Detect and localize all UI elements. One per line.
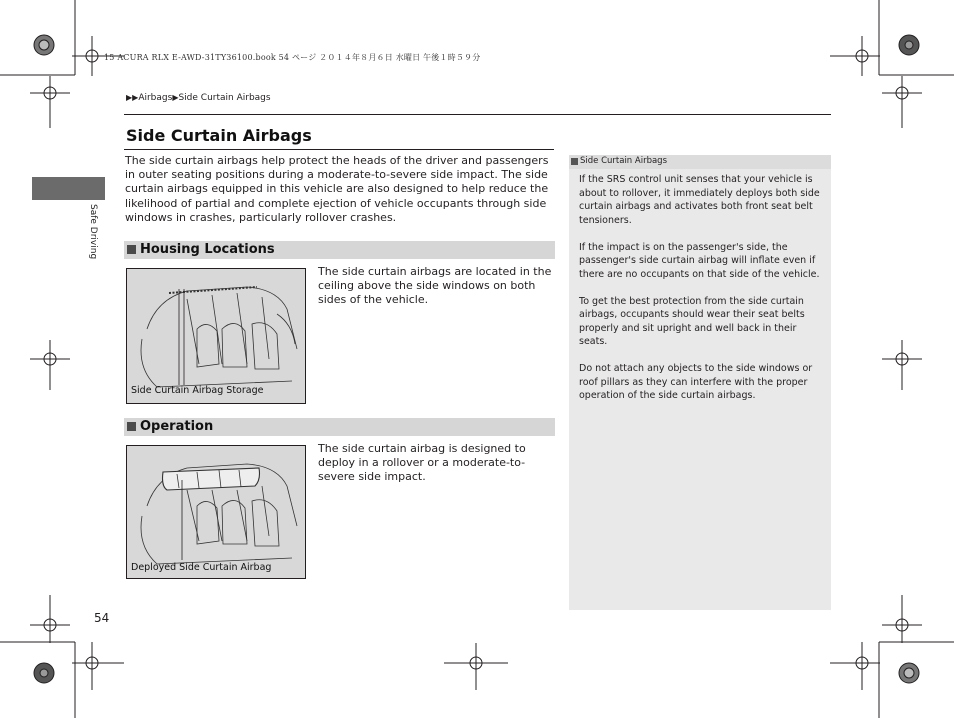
section-heading-label: Housing Locations	[140, 242, 275, 257]
section-heading-operation	[124, 418, 555, 436]
chapter-tab[interactable]	[32, 177, 105, 200]
breadcrumb-arrow-icon: ▶▶	[126, 93, 139, 102]
section-text-operation: The side curtain airbag is designed to deploy in a rollover or a moderate-to-severe side impact.	[318, 442, 526, 484]
note-header	[569, 155, 831, 169]
breadcrumb	[126, 93, 271, 103]
breadcrumb-item-side-curtain-airbags[interactable]: Side Curtain Airbags	[178, 93, 271, 103]
illustration-caption: Side Curtain Airbag Storage	[131, 385, 264, 396]
page-number: 54	[94, 611, 110, 625]
section-heading-label: Operation	[140, 419, 214, 434]
note-sidebar	[569, 155, 831, 610]
car-interior-illustration	[127, 446, 305, 578]
note-paragraph: Do not attach any objects to the side windows or roof pillars as they can interfere with the proper operation of the side curtain airbags.	[579, 363, 813, 401]
note-icon	[571, 158, 578, 165]
car-interior-illustration	[127, 269, 305, 403]
breadcrumb-arrow-icon: ▶	[172, 93, 179, 102]
title-divider	[124, 149, 554, 150]
page-title: Side Curtain Airbags	[126, 126, 312, 145]
header-divider	[124, 114, 831, 115]
section-square-icon	[127, 245, 136, 254]
breadcrumb-item-airbags[interactable]: Airbags	[138, 93, 173, 103]
note-title: Side Curtain Airbags	[580, 156, 667, 166]
chapter-label: Safe Driving	[88, 204, 98, 260]
print-header: 15 ACURA RLX E-AWD-31TY36100.book 54 ページ ２０１４年８月６日 水曜日 午後１時５９分	[104, 53, 481, 62]
note-paragraph: To get the best protection from the side curtain airbags, occupants should wear their seat belts properly and sit upright and well back in their seats.	[579, 295, 805, 347]
intro-paragraph: The side curtain airbags help protect the heads of the driver and passengers in outer seating positions during a moderate-to-severe side impact. The side curtain airbags equipped in this vehicle are also designed to help reduce the likelihood of partial and complete ejection of vehicle occupants through side windows in crashes, particularly rollover crashes.	[125, 154, 549, 224]
airbag-storage-illustration	[126, 268, 306, 404]
note-paragraph: If the impact is on the passenger's side, the passenger's side curtain airbag will inflate even if there are no occupants on that side of the vehicle.	[579, 241, 820, 280]
deployed-airbag-illustration	[126, 445, 306, 579]
section-heading-housing-locations	[124, 241, 555, 259]
note-body	[579, 173, 822, 416]
section-square-icon	[127, 422, 136, 431]
section-text-housing-locations: The side curtain airbags are located in the ceiling above the side windows on both sides of the vehicle.	[318, 265, 552, 307]
illustration-caption: Deployed Side Curtain Airbag	[131, 562, 272, 573]
note-paragraph: If the SRS control unit senses that your vehicle is about to rollover, it immediately deploys both side curtain airbags and activates both front seat belt tensioners.	[579, 174, 820, 226]
